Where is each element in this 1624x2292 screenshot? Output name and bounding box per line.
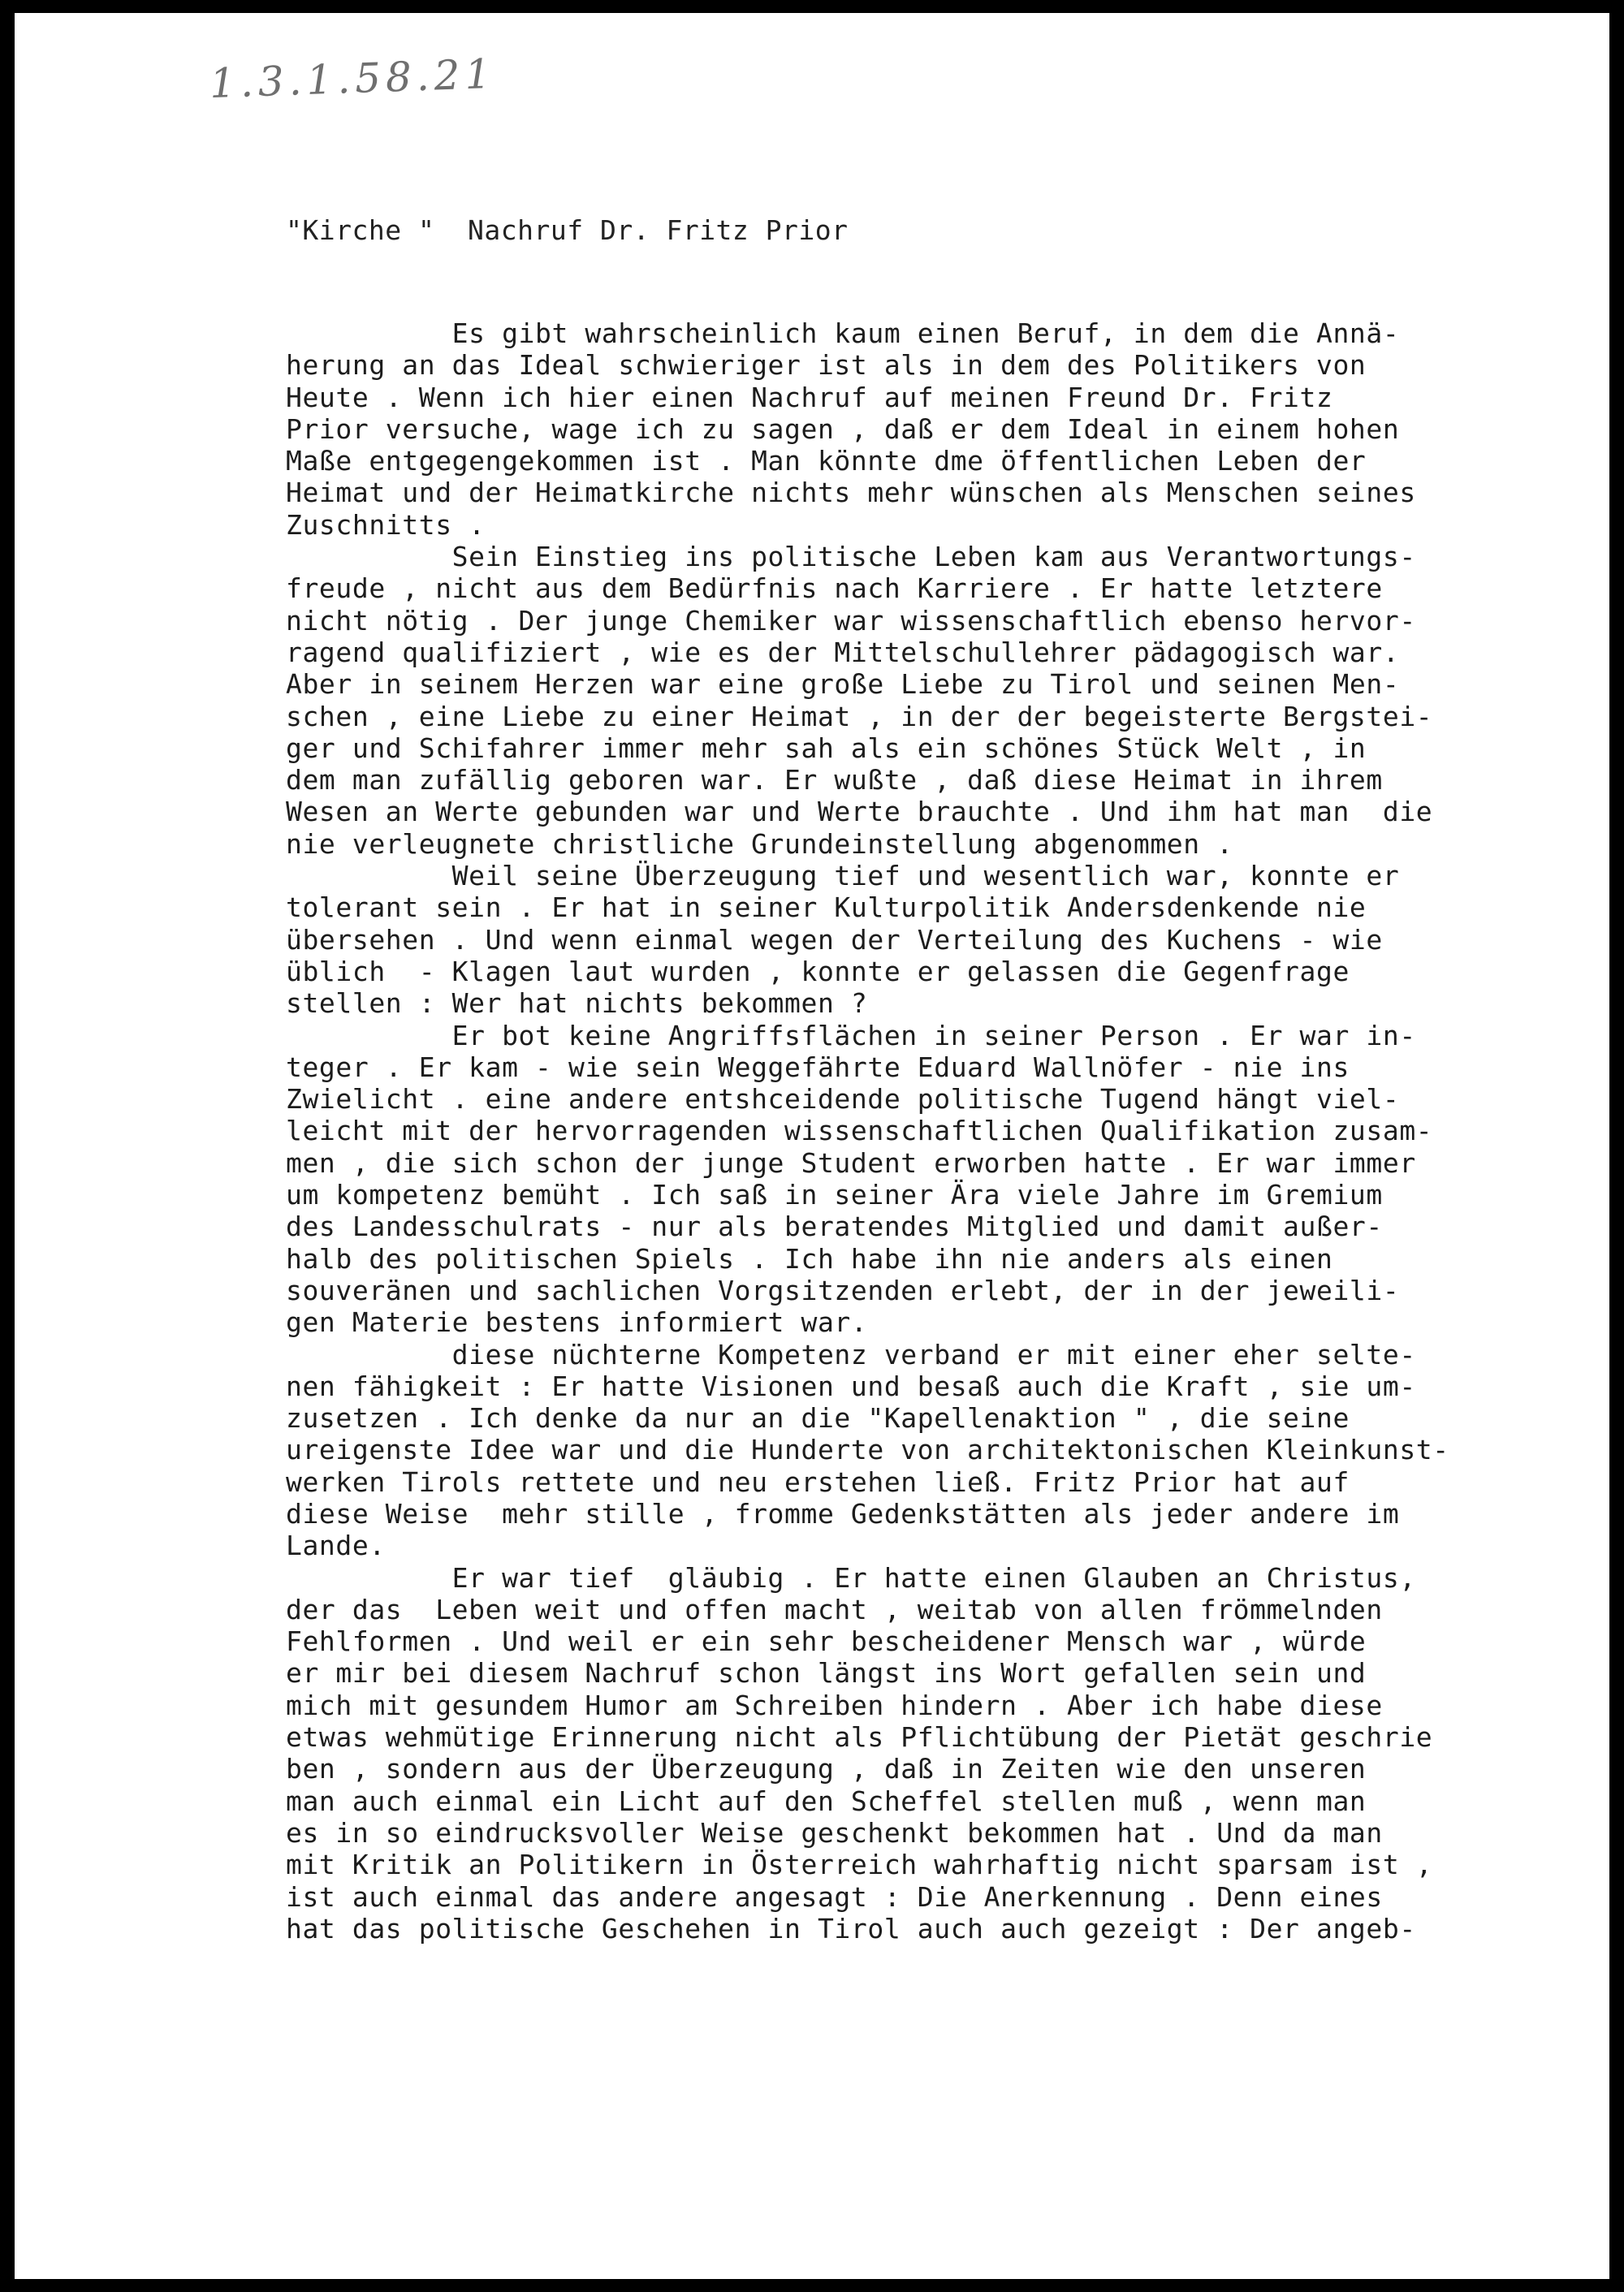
document-title: "Kirche " Nachruf Dr. Fritz Prior [286, 214, 849, 246]
text-line: ragend qualifiziert , wie es der Mittelschullehrer pädagogisch war. [286, 636, 1400, 668]
text-line: Er bot keine Angriffsflächen in seiner Person . Er war in- [286, 1019, 1416, 1051]
text-line: Zwielicht . eine andere entshceidende politische Tugend hängt viel- [286, 1083, 1400, 1116]
text-line: um kompetenz bemüht . Ich saß in seiner Ära viele Jahre im Gremium [286, 1179, 1383, 1211]
text-line: etwas wehmütige Erinnerung nicht als Pflichtübung der Pietät geschrie [286, 1721, 1433, 1754]
text-line: halb des politischen Spiels . Ich habe ihn nie anders als einen [286, 1242, 1333, 1275]
text-line: Prior versuche, wage ich zu sagen , daß er dem Ideal in einem hohen [286, 412, 1400, 445]
text-line: gen Materie bestens informiert war. [286, 1306, 868, 1339]
text-line: Maße entgegengekommen ist . Man könnte dme öffentlichen Leben der [286, 445, 1367, 477]
text-line: Aber in seinem Herzen war eine große Liebe zu Tirol und seinen Men- [286, 668, 1400, 701]
text-line: ger und Schifahrer immer mehr sah als ein schönes Stück Welt , in [286, 732, 1367, 764]
text-line: diese Weise mehr stille , fromme Gedenkstätten als jeder andere im [286, 1497, 1400, 1530]
text-line: Heimat und der Heimatkirche nichts mehr wünschen als Menschen seines [286, 477, 1416, 509]
text-line: Er war tief gläubig . Er hatte einen Glauben an Christus, [286, 1561, 1416, 1594]
text-line: nicht nötig . Der junge Chemiker war wissenschaftlich ebenso hervor- [286, 604, 1416, 637]
text-line: Lande. [286, 1530, 386, 1562]
text-line: hat das politische Geschehen in Tirol auch auch gezeigt : Der angeb- [286, 1912, 1416, 1945]
text-line: herung an das Ideal schwieriger ist als in dem des Politikers von [286, 349, 1367, 382]
text-line: dem man zufällig geboren war. Er wußte , daß diese Heimat in ihrem [286, 764, 1383, 796]
text-line: mit Kritik an Politikern in Österreich wahrhaftig nicht sparsam ist , [286, 1849, 1433, 1881]
text-line: Sein Einstieg ins politische Leben kam aus Verantwortungs- [286, 541, 1416, 573]
text-line: schen , eine Liebe zu einer Heimat , in der der begeisterte Bergstei- [286, 700, 1433, 732]
text-line: men , die sich schon der junge Student erworben hatte . Er war immer [286, 1146, 1416, 1179]
text-line: stellen : Wer hat nichts bekommen ? [286, 987, 868, 1020]
text-line: diese nüchterne Kompetenz verband er mit einer eher selte- [286, 1338, 1416, 1370]
text-line: ben , sondern aus der Überzeugung , daß in Zeiten wie den unseren [286, 1753, 1367, 1785]
text-line: übersehen . Und wenn einmal wegen der Verteilung des Kuchens - wie [286, 923, 1383, 956]
text-line: tolerant sein . Er hat in seiner Kulturpolitik Andersdenkende nie [286, 891, 1367, 924]
text-line: ist auch einmal das andere angesagt : Die Anerkennung . Denn eines [286, 1880, 1383, 1913]
text-line: freude , nicht aus dem Bedürfnis nach Karriere . Er hatte letztere [286, 572, 1383, 605]
text-line: werken Tirols rettete und neu erstehen ließ. Fritz Prior hat auf [286, 1465, 1350, 1498]
text-line: er mir bei diesem Nachruf schon längst ins Wort gefallen sein und [286, 1657, 1367, 1690]
body-text [286, 317, 1609, 1945]
text-line: mich mit gesundem Humor am Schreiben hindern . Aber ich habe diese [286, 1689, 1383, 1721]
document-page [15, 13, 1609, 2279]
text-line: souveränen und sachlichen Vorgsitzenden erlebt, der in der jeweili- [286, 1274, 1400, 1306]
text-line: Weil seine Überzeugung tief und wesentlich war, konnte er [286, 860, 1400, 892]
text-line: Fehlformen . Und weil er ein sehr bescheidener Mensch war , würde [286, 1625, 1367, 1658]
text-line: zusetzen . Ich denke da nur an die "Kapellenaktion " , die seine [286, 1402, 1350, 1435]
text-line: leicht mit der hervorragenden wissenschaftlichen Qualifikation zusam- [286, 1115, 1433, 1147]
text-line: nie verleugnete christliche Grundeinstellung abgenommen . [286, 827, 1233, 860]
text-line: ureigenste Idee war und die Hunderte von architektonischen Kleinkunst- [286, 1434, 1449, 1466]
text-line: Wesen an Werte gebunden war und Werte brauchte . Und ihm hat man die [286, 796, 1433, 828]
text-line: üblich - Klagen laut wurden , konnte er gelassen die Gegenfrage [286, 955, 1350, 987]
archive-number: 1.3.1.58.21 [209, 50, 497, 108]
text-line: teger . Er kam - wie sein Weggefährte Eduard Wallnöfer - nie ins [286, 1051, 1350, 1083]
text-line: des Landesschulrats - nur als beratendes Mitglied und damit außer- [286, 1211, 1383, 1243]
text-line: Es gibt wahrscheinlich kaum einen Beruf, in dem die Annä- [286, 317, 1400, 349]
text-line: nen fähigkeit : Er hatte Visionen und besaß auch die Kraft , sie um- [286, 1370, 1416, 1402]
text-line: man auch einmal ein Licht auf den Scheffel stellen muß , wenn man [286, 1785, 1367, 1817]
text-line: der das Leben weit und offen macht , weitab von allen frömmelnden [286, 1593, 1383, 1625]
text-line: Heute . Wenn ich hier einen Nachruf auf meinen Freund Dr. Fritz [286, 381, 1333, 413]
text-line: Zuschnitts . [286, 508, 486, 541]
text-line: es in so eindrucksvoller Weise geschenkt bekommen hat . Und da man [286, 1816, 1383, 1849]
